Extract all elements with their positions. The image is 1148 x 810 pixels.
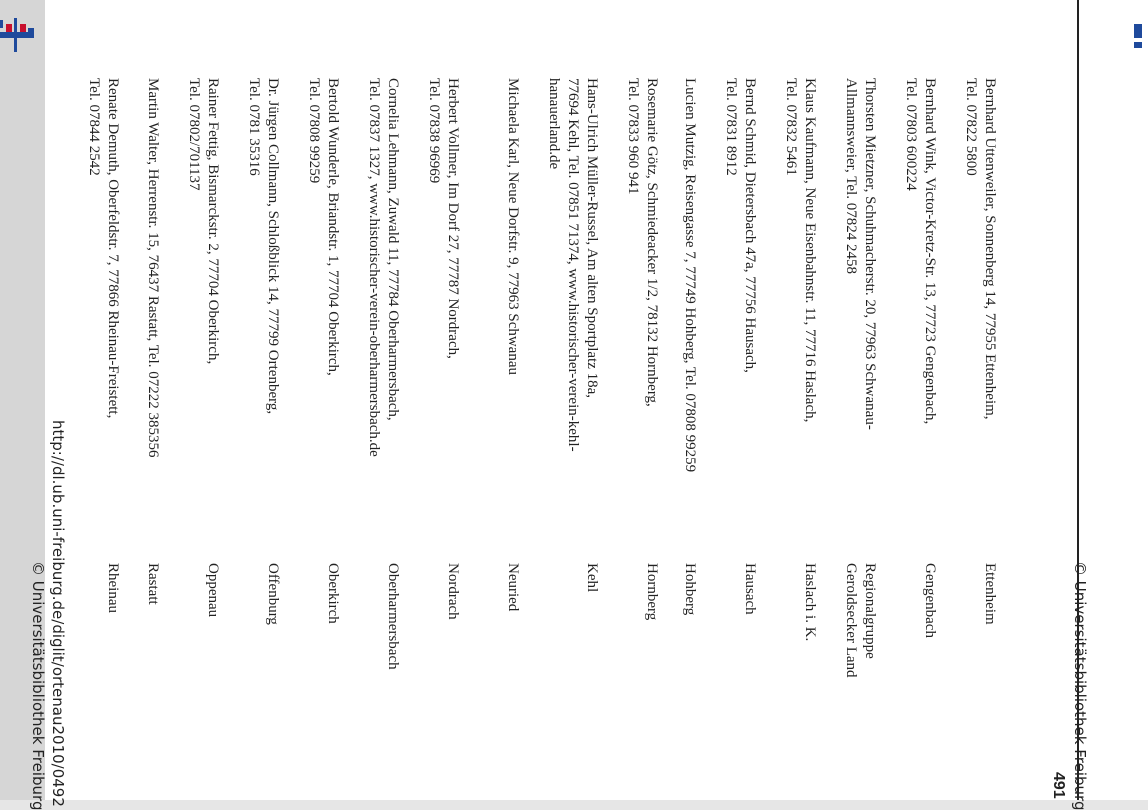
- address-entry: [364, 78, 402, 457]
- location-label: [642, 563, 661, 620]
- address-line: hanauerland.de: [546, 78, 562, 170]
- location-line: Rastatt: [145, 563, 161, 605]
- address-line: Tel. 07833 960 941: [625, 78, 641, 195]
- address-entry: [901, 78, 939, 424]
- location-label: [383, 563, 402, 670]
- location-line: Ettenheim: [982, 563, 998, 625]
- location-label: [920, 563, 939, 638]
- address-entry: [244, 78, 282, 414]
- address-line: Tel. 07803 600224: [903, 78, 919, 191]
- address-entry: [721, 78, 759, 373]
- address-line: Rainer Fettig, Bismarckstr. 2, 77704 Oberkirch,: [205, 78, 221, 365]
- location-line: Oberharmersbach: [385, 563, 401, 670]
- location-line: Neuried: [505, 563, 521, 612]
- address-entry: [544, 78, 601, 452]
- location-line: Regionalgruppe: [862, 563, 878, 659]
- rotated-page-content: [29, 0, 1089, 810]
- location-label: [263, 563, 282, 625]
- location-line: Kehl: [584, 563, 600, 593]
- library-logo-icon: [0, 18, 38, 52]
- address-line: Cornelia Lehmann, Zuwald 11, 77784 Oberharmersbach,: [385, 78, 401, 421]
- location-label: [800, 563, 819, 641]
- address-line: Herbert Vollmer, Im Dorf 27, 77787 Nordrach,: [445, 78, 461, 359]
- location-label: [582, 563, 601, 592]
- address-line: Rosemarie Götz, Schmiedeacker 1/2, 78132 Hornberg,: [644, 78, 660, 407]
- address-entry: [961, 78, 999, 420]
- location-label: [443, 563, 462, 620]
- address-line: Tel. 07837 1327, www.historischer-verein-oberharmersbach.de: [366, 78, 382, 457]
- location-label: [980, 563, 999, 625]
- location-line: Oppenau: [205, 563, 221, 618]
- address-line: Tel. 07838 96969: [426, 78, 442, 184]
- address-entry: [424, 78, 462, 359]
- address-entry: [143, 78, 162, 457]
- page-number: 491: [1050, 772, 1067, 799]
- address-line: Tel. 07822 5800: [963, 78, 979, 176]
- address-line: Dr. Jürgen Collmann, Schloßblick 14, 77799 Ortenberg,: [265, 78, 281, 415]
- library-logo-fragment-icon: [1134, 24, 1142, 38]
- address-line: Lucien Mutzig, Reisengasse 7, 77749 Hohberg, Tel. 07808 99259: [682, 78, 698, 473]
- address-entry: [680, 78, 699, 472]
- location-label: [503, 563, 522, 611]
- address-line: Bernhard Wink, Victor-Kretz-Str. 13, 77723 Gengenbach,: [922, 78, 938, 425]
- location-line: Hausach: [742, 563, 758, 615]
- footer-copyright: © Universitätsbibliothek Freiburg: [29, 561, 47, 810]
- address-line: Tel. 07802/701137: [186, 78, 202, 191]
- address-line: Tel. 07832 5461: [783, 78, 799, 176]
- location-line: Nordrach: [445, 563, 461, 620]
- footer-copyright-cut: © Universitätsbibliothek Freiburg: [1071, 561, 1089, 810]
- address-entry: [781, 78, 819, 422]
- location-line: Gengenbach: [922, 563, 938, 638]
- address-line: Allmannsweier, Tel. 07824 2458: [843, 78, 859, 274]
- footer-url[interactable]: http://dl.ub.uni-freiburg.de/diglit/ortenau2010/0492: [49, 420, 67, 807]
- library-logo-fragment-icon-2: [1134, 42, 1142, 48]
- location-label: [203, 563, 222, 617]
- location-label: [680, 563, 699, 615]
- location-label: [103, 563, 122, 613]
- address-line: Hans-Ulrich Müller-Russel, Am alten Sportplatz 18a,: [584, 78, 600, 399]
- address-line: Renate Demuth, Oberfeldstr. 7, 77866 Rheinau-Freistett,: [105, 78, 121, 419]
- address-entry: [84, 78, 122, 418]
- location-label: [323, 563, 342, 624]
- address-line: Bertold Wunderle, Briandstr. 1, 77704 Oberkirch,: [325, 78, 341, 376]
- address-entry: [184, 78, 222, 364]
- address-line: Tel. 07844 2542: [86, 78, 102, 176]
- location-line: Oberkirch: [325, 563, 341, 624]
- location-line: Hornberg: [644, 563, 660, 621]
- address-entry: [304, 78, 342, 376]
- location-line: Hohberg: [682, 563, 698, 616]
- address-line: Tel. 07831 8912: [723, 78, 739, 176]
- address-line: Martin Walter, Herrenstr. 15, 76437 Rastatt, Tel. 07222 385356: [145, 78, 161, 458]
- address-line: Michaela Karl, Neue Dorfstr. 9, 77963 Schwanau: [505, 78, 521, 375]
- right-margin: [1079, 0, 1148, 800]
- address-line: Klaus Kaufmann, Neue Eisenbahnstr. 11, 77716 Haslach,: [802, 78, 818, 423]
- address-entry: [841, 78, 879, 430]
- address-entry: [623, 78, 661, 407]
- location-line: Offenburg: [265, 563, 281, 625]
- location-line: Haslach i. K.: [802, 563, 818, 642]
- address-line: Bernhard Uttenweiler, Sonnenberg 14, 77955 Ettenheim,: [982, 78, 998, 420]
- location-line: Geroldsecker Land: [843, 563, 859, 678]
- address-line: Bernd Schmid, Dietersbach 47a, 77756 Hausach,: [742, 78, 758, 373]
- location-label: [740, 563, 759, 615]
- address-line: 77694 Kehl, Tel. 07851 71374, www.historischer-verein-kehl-: [565, 78, 581, 452]
- location-label: [143, 563, 162, 605]
- address-entry: [503, 78, 522, 375]
- location-label: [841, 563, 879, 678]
- address-line: Tel. 0781 35316: [246, 78, 262, 176]
- location-line: Rheinau: [105, 563, 121, 613]
- address-line: Tel. 07808 99259: [306, 78, 322, 184]
- address-line: Thorsten Mietzner, Schuhmacherstr. 20, 77963 Schwanau-: [862, 78, 878, 430]
